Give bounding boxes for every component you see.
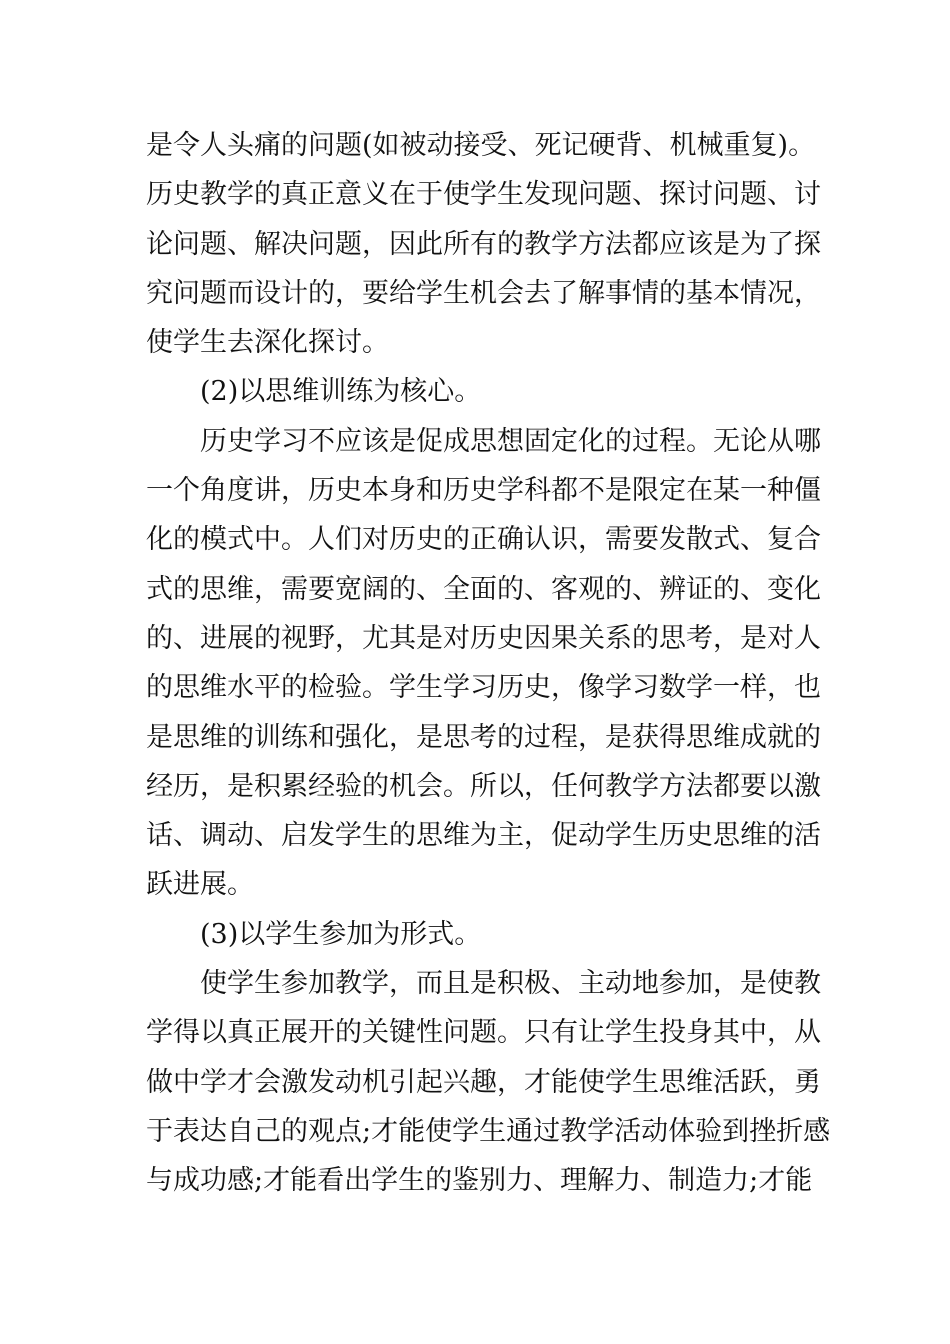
paragraph-start-line: 历史学习不应该是促成思想固定化的过程。无论从哪 — [200, 425, 821, 457]
text-line: 是令人头痛的问题(如被动接受、死记硬背、机械重复)。 — [146, 130, 816, 161]
text-line: 经历，是积累经验的机会。所以，任何教学方法都要以激 — [146, 770, 821, 802]
text-line: 的、进展的视野，尤其是对历史因果关系的思考，是对人 — [146, 622, 821, 654]
text-line: 跃进展。 — [146, 869, 254, 901]
text-line: 学得以真正展开的关键性问题。只有让学生投身其中，从 — [146, 1017, 821, 1049]
text-line: 使学生去深化探讨。 — [146, 327, 389, 359]
paragraph-start-line: (3)以学生参加为形式。 — [200, 918, 482, 950]
text-line: 做中学才会激发动机引起兴趣，才能使学生思维活跃，勇 — [146, 1066, 821, 1098]
text-line: 的思维水平的检验。学生学习历史，像学习数学一样，也 — [146, 672, 821, 704]
text-line: 式的思维，需要宽阔的、全面的、客观的、辨证的、变化 — [146, 573, 821, 605]
text-line: 与成功感;才能看出学生的鉴别力、理解力、制造力;才能 — [146, 1165, 813, 1197]
text-line: 是思维的训练和强化，是思考的过程，是获得思维成就的 — [146, 721, 821, 753]
text-line: 于表达自己的观点;才能使学生通过教学活动体验到挫折感 — [146, 1115, 831, 1147]
text-line: 化的模式中。人们对历史的正确认识，需要发散式、复合 — [146, 524, 821, 556]
text-line: 历史教学的真正意义在于使学生发现问题、探讨问题、讨 — [146, 179, 821, 211]
paragraph-start-line: 使学生参加教学，而且是积极、主动地参加，是使教 — [200, 968, 821, 1000]
body-text — [146, 121, 831, 1206]
text-line: 论问题、解决问题，因此所有的教学方法都应该是为了探 — [146, 228, 821, 260]
text-line: 一个角度讲，历史本身和历史学科都不是限定在某一种僵 — [146, 475, 821, 507]
text-line: 话、调动、启发学生的思维为主，促动学生历史思维的活 — [146, 820, 821, 852]
paragraph-start-line: (2)以思维训练为核心。 — [200, 376, 482, 408]
text-line: 究问题而设计的，要给学生机会去了解事情的基本情况， — [146, 277, 821, 309]
